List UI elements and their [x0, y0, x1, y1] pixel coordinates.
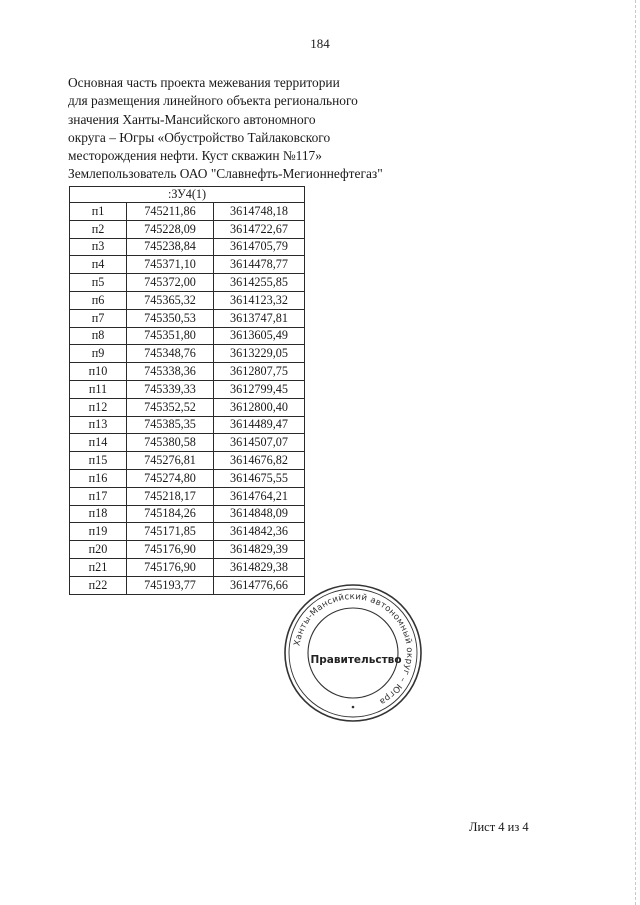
table-caption-row [70, 187, 305, 203]
table-row [70, 327, 305, 345]
point-id-cell: п18 [70, 505, 127, 523]
official-seal-stamp [283, 583, 423, 723]
point-id-cell: п9 [70, 345, 127, 363]
point-id-cell: п14 [70, 434, 127, 452]
table-row [70, 541, 305, 559]
x-coordinate-cell: 745218,17 [127, 487, 214, 505]
table-row [70, 203, 305, 221]
y-coordinate-cell: 3612807,75 [214, 363, 305, 381]
point-id-cell: п2 [70, 220, 127, 238]
point-id-cell: п3 [70, 238, 127, 256]
y-coordinate-cell: 3614676,82 [214, 452, 305, 470]
table-row [70, 523, 305, 541]
x-coordinate-cell: 745193,77 [127, 576, 214, 594]
table-row [70, 291, 305, 309]
heading-line: округа – Югры «Обустройство Тайлаковского [68, 129, 331, 145]
y-coordinate-cell: 3614123,32 [214, 291, 305, 309]
point-id-cell: п16 [70, 469, 127, 487]
y-coordinate-cell: 3614705,79 [214, 238, 305, 256]
x-coordinate-cell: 745228,09 [127, 220, 214, 238]
table-row [70, 576, 305, 594]
x-coordinate-cell: 745176,90 [127, 558, 214, 576]
x-coordinate-cell: 745365,32 [127, 291, 214, 309]
point-id-cell: п1 [70, 203, 127, 221]
point-id-cell: п10 [70, 363, 127, 381]
y-coordinate-cell: 3614478,77 [214, 256, 305, 274]
table-row [70, 380, 305, 398]
point-id-cell: п13 [70, 416, 127, 434]
table-row [70, 558, 305, 576]
table-row [70, 452, 305, 470]
heading-line: для размещения линейного объекта регионального [68, 93, 358, 109]
x-coordinate-cell: 745380,58 [127, 434, 214, 452]
table-row [70, 505, 305, 523]
y-coordinate-cell: 3614842,36 [214, 523, 305, 541]
y-coordinate-cell: 3613229,05 [214, 345, 305, 363]
x-coordinate-cell: 745238,84 [127, 238, 214, 256]
x-coordinate-cell: 745339,33 [127, 380, 214, 398]
heading-line: Основная часть проекта межевания территории [68, 75, 340, 90]
table-row [70, 469, 305, 487]
coordinates-table-body [70, 203, 305, 595]
seal-dot-icon [352, 706, 355, 709]
point-id-cell: п4 [70, 256, 127, 274]
table-row [70, 220, 305, 238]
heading-line: значения Ханты-Мансийского автономного [68, 111, 316, 127]
table-row [70, 238, 305, 256]
x-coordinate-cell: 745276,81 [127, 452, 214, 470]
table-row [70, 309, 305, 327]
table-row [70, 363, 305, 381]
seal-ring-text: Ханты-Мансийский автономный округ – Югра [292, 591, 415, 707]
y-coordinate-cell: 3614675,55 [214, 469, 305, 487]
point-id-cell: п20 [70, 541, 127, 559]
point-id-cell: п12 [70, 398, 127, 416]
x-coordinate-cell: 745211,86 [127, 203, 214, 221]
heading-line: Землепользователь ОАО "Славнефть-Мегионнефтегаз" [68, 166, 383, 182]
x-coordinate-cell: 745184,26 [127, 505, 214, 523]
table-row [70, 487, 305, 505]
x-coordinate-cell: 745352,52 [127, 398, 214, 416]
document-heading [68, 74, 448, 184]
y-coordinate-cell: 3614848,09 [214, 505, 305, 523]
y-coordinate-cell: 3614255,85 [214, 274, 305, 292]
table-caption: :ЗУ4(1) [70, 187, 305, 203]
scan-edge-line [635, 0, 636, 905]
x-coordinate-cell: 745372,00 [127, 274, 214, 292]
x-coordinate-cell: 745176,90 [127, 541, 214, 559]
y-coordinate-cell: 3614507,07 [214, 434, 305, 452]
point-id-cell: п21 [70, 558, 127, 576]
svg-text:Ханты-Мансийский автономный ок [292, 592, 414, 707]
sheet-label: Лист 4 из 4 [469, 820, 529, 834]
y-coordinate-cell: 3612799,45 [214, 380, 305, 398]
x-coordinate-cell: 745371,10 [127, 256, 214, 274]
table-row [70, 345, 305, 363]
point-id-cell: п7 [70, 309, 127, 327]
x-coordinate-cell: 745171,85 [127, 523, 214, 541]
point-id-cell: п11 [70, 380, 127, 398]
table-row [70, 434, 305, 452]
table-row [70, 256, 305, 274]
x-coordinate-cell: 745338,36 [127, 363, 214, 381]
table-row [70, 398, 305, 416]
coordinates-table [69, 186, 305, 595]
y-coordinate-cell: 3614748,18 [214, 203, 305, 221]
heading-line: месторождения нефти. Куст скважин №117» [68, 148, 322, 164]
y-coordinate-cell: 3614722,67 [214, 220, 305, 238]
y-coordinate-cell: 3614489,47 [214, 416, 305, 434]
x-coordinate-cell: 745348,76 [127, 345, 214, 363]
x-coordinate-cell: 745350,53 [127, 309, 214, 327]
point-id-cell: п17 [70, 487, 127, 505]
seal-center-text: Правительство [310, 654, 402, 666]
y-coordinate-cell: 3614776,66 [214, 576, 305, 594]
x-coordinate-cell: 745274,80 [127, 469, 214, 487]
point-id-cell: п8 [70, 327, 127, 345]
y-coordinate-cell: 3613747,81 [214, 309, 305, 327]
y-coordinate-cell: 3614829,38 [214, 558, 305, 576]
table-row [70, 416, 305, 434]
point-id-cell: п15 [70, 452, 127, 470]
point-id-cell: п22 [70, 576, 127, 594]
y-coordinate-cell: 3613605,49 [214, 327, 305, 345]
page-number: 184 [310, 36, 330, 51]
y-coordinate-cell: 3612800,40 [214, 398, 305, 416]
y-coordinate-cell: 3614829,39 [214, 541, 305, 559]
x-coordinate-cell: 745385,35 [127, 416, 214, 434]
y-coordinate-cell: 3614764,21 [214, 487, 305, 505]
point-id-cell: п6 [70, 291, 127, 309]
point-id-cell: п5 [70, 274, 127, 292]
table-row [70, 274, 305, 292]
point-id-cell: п19 [70, 523, 127, 541]
x-coordinate-cell: 745351,80 [127, 327, 214, 345]
